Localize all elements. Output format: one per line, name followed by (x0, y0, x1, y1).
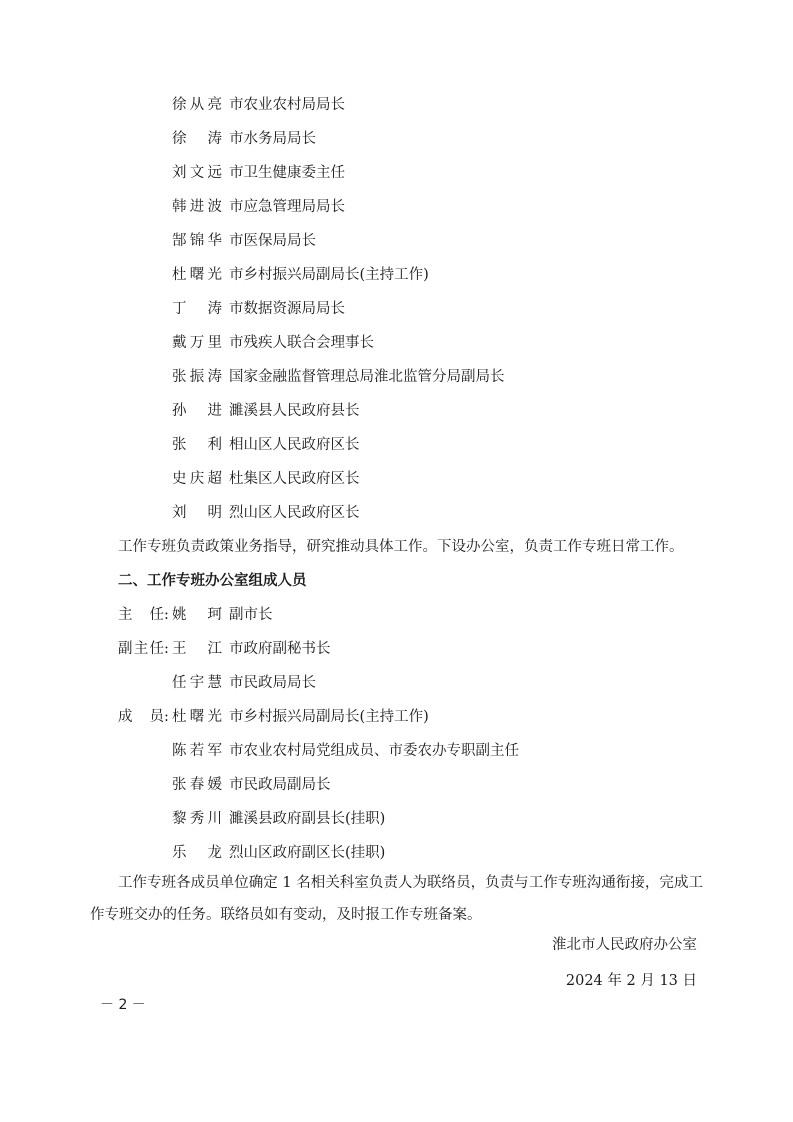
member-title: 烈山区人民政府区长 (229, 505, 360, 521)
member-title: 市医保局局长 (229, 233, 316, 249)
member-name: 刘文远 (172, 165, 222, 181)
office-title: 濉溪县政府副县长(挂职) (229, 811, 386, 827)
member-name: 徐从亮 (172, 97, 222, 113)
member-name: 丁涛 (172, 301, 222, 317)
member-title: 相山区人民政府区长 (229, 437, 360, 453)
member-name: 张振涛 (172, 369, 222, 385)
member-title: 杜集区人民政府区长 (229, 471, 360, 487)
page-number: － 2 － (100, 997, 146, 1013)
member-name: 戴万里 (172, 335, 222, 351)
member-title: 市乡村振兴局副局长(主持工作) (229, 267, 429, 283)
office-title: 市乡村振兴局副局长(主持工作) (229, 709, 429, 725)
office-name: 任宇慧 (172, 675, 222, 691)
member-title: 市应急管理局局长 (229, 199, 345, 215)
member-name: 孙进 (172, 403, 222, 419)
office-name: 杜曙光 (172, 709, 222, 725)
office-role: 副主任: (118, 638, 172, 660)
office-role: 主任: (118, 604, 172, 626)
member-title: 濉溪县人民政府县长 (229, 403, 360, 419)
office-name: 姚珂 (172, 607, 222, 623)
member-title: 国家金融监督管理总局淮北监管分局副局长 (229, 369, 505, 385)
body-paragraph: 工作专班各成员单位确定 1 名相关科室负责人为联络员，负责与工作专班沟通衔接，完成工作专班交办的任务。联络员如有变动，及时报工作专班备案。 (90, 875, 703, 923)
member-title: 市农业农村局局长 (229, 97, 345, 113)
office-title: 副市长 (229, 607, 273, 623)
signature-organization: 淮北市人民政府办公室 (552, 937, 697, 953)
office-role-label: 主任 (118, 607, 164, 623)
member-name: 刘明 (172, 505, 222, 521)
office-title: 市民政局局长 (229, 675, 316, 691)
office-title: 市政府副秘书长 (229, 641, 331, 657)
office-name: 乐龙 (172, 845, 222, 861)
office-role-label: 副主任 (118, 641, 164, 657)
member-name: 杜曙光 (172, 267, 222, 283)
office-name: 张春媛 (172, 777, 222, 793)
office-title: 烈山区政府副区长(挂职) (229, 845, 386, 861)
member-name: 史庆超 (172, 471, 222, 487)
office-name: 王江 (172, 641, 222, 657)
office-name: 黎秀川 (172, 811, 222, 827)
member-title: 市数据资源局局长 (229, 301, 345, 317)
office-role-label: 成员 (118, 709, 164, 725)
office-role: 成员: (118, 706, 172, 728)
member-title: 市残疾人联合会理事长 (229, 335, 374, 351)
signature-date: 2024 年 2 月 13 日 (565, 973, 697, 989)
member-name: 徐涛 (172, 131, 222, 147)
section-heading: 二、工作专班办公室组成人员 (118, 573, 307, 589)
member-title: 市水务局局长 (229, 131, 316, 147)
office-title: 市民政局副局长 (229, 777, 331, 793)
body-paragraph: 工作专班负责政策业务指导，研究推动具体工作。下设办公室，负责工作专班日常工作。 (118, 539, 684, 555)
office-name: 陈若军 (172, 743, 222, 759)
member-name: 郜锦华 (172, 233, 222, 249)
member-title: 市卫生健康委主任 (229, 165, 345, 181)
member-name: 张利 (172, 437, 222, 453)
office-title: 市农业农村局党组成员、市委农办专职副主任 (229, 743, 519, 759)
member-name: 韩进波 (172, 199, 222, 215)
